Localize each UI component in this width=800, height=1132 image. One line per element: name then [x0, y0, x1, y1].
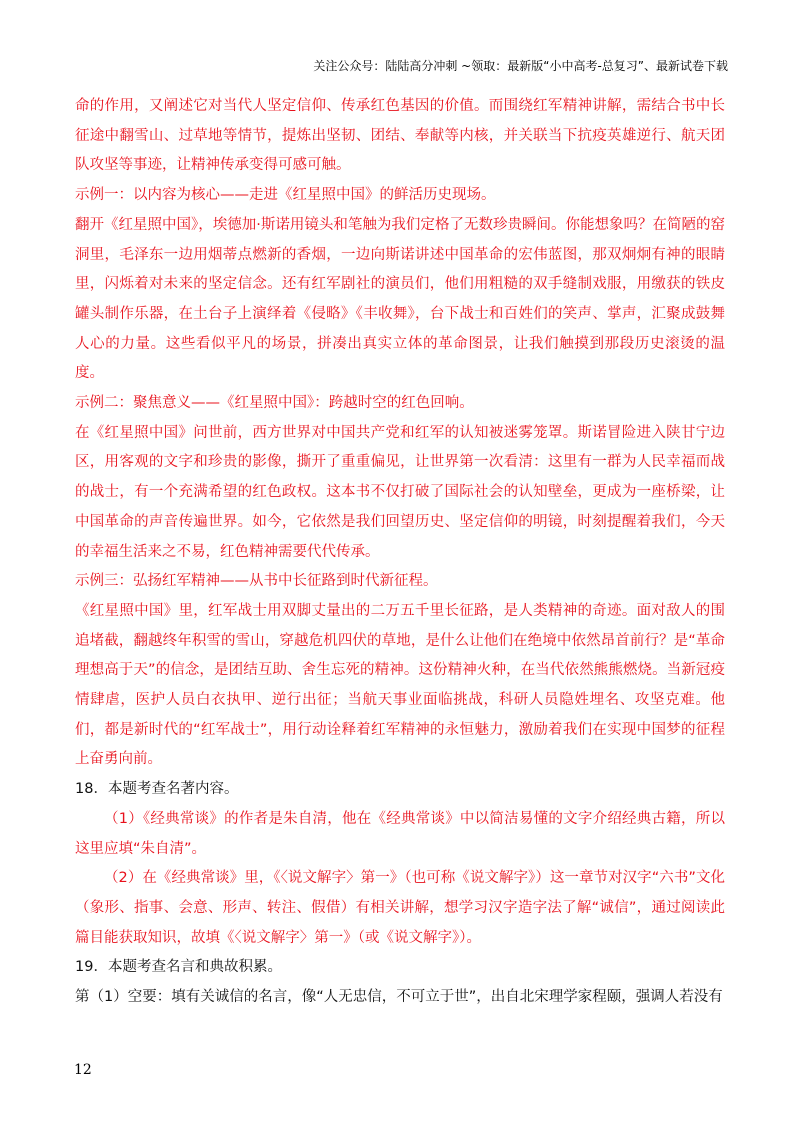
question-19-answer-1: 第（1）空要：填有关诚信的名言，像“人无忠信，不可立于世”，出自北宋理学家程颐，强调人若没有	[75, 989, 723, 1006]
question-18-heading: 18．本题考查名著内容。	[75, 781, 239, 798]
question-18-answer-1: （1）《经典常谈》的作者是朱自清，他在《经典常谈》中以简洁易懂的文字介绍经典古籍，所以这里应填“朱自清”。	[75, 810, 725, 857]
example-three-heading: 示例三：弘扬红军精神——从书中长征路到时代新征程。	[75, 573, 438, 590]
example-three-body: 《红星照中国》里，红军战士用双脚丈量出的二万五千里长征路，是人类精神的奇迹。面对敌人的围追堵截，翻越终年积雪的雪山，穿越危机四伏的草地，是什么让他们在绝境中依然昂首前行？是“革命理想高于天”的信念，是团结互助、舍生忘死的精神。这份精神火种，在当代依然熊熊燃烧。当新冠疫情肆虐，医护人员白衣执甲、逆行出征；当航天事业面临挑战，科研人员隐姓埋名、攻坚克难。他们，都是新时代的“红军战士”，用行动诠释着红军精神的永恒魅力，激励着我们在实现中国梦的征程上奋勇向前。	[75, 602, 725, 768]
question-18-answer-2: （2）在《经典常谈》里，《〈说文解字〉第一》（也可称《说文解字》）这一章节对汉字“六书”文化（象形、指事、会意、形声、转注、假借）有相关讲解，想学习汉字造字法了解“诚信”，通过阅读此篇目能获取知识，故填《〈说文解字〉第一》（或《说文解字》）。	[75, 870, 725, 946]
question-19-heading: 19．本题考查名言和典故积累。	[75, 959, 282, 976]
example-two-body: 在《红星照中国》问世前，西方世界对中国共产党和红军的认知被迷雾笼罩。斯诺冒险进入陕甘宁边区，用客观的文字和珍贵的影像，撕开了重重偏见，让世界第一次看清：这里有一群为人民幸福而战的战士，有一个充满希望的红色政权。这本书不仅打破了国际社会的认知壁垒，更成为一座桥梁，让中国革命的声音传遍世界。如今，它依然是我们回望历史、坚定信仰的明镜，时刻提醒着我们，今天的幸福生活来之不易，红色精神需要代代传承。	[75, 424, 725, 560]
page-number: 12	[74, 1062, 92, 1078]
page-header: 关注公众号：陆陆高分冲刺 ~领取：最新版“小中高考-总复习”、最新试卷下载	[313, 59, 728, 73]
example-one-body: 翻开《红星照中国》，埃德加·斯诺用镜头和笔触为我们定格了无数珍贵瞬间。你能想象吗？在简陋的窑洞里，毛泽东一边用烟蒂点燃新的香烟，一边向斯诺讲述中国革命的宏伟蓝图，那双炯炯有神的眼睛里，闪烁着对未来的坚定信念。还有红军剧社的演员们，他们用粗糙的双手缝制戏服，用缴获的铁皮罐头制作乐器，在土台子上演绎着《侵略》《丰收舞》，台下战士和百姓们的笑声、掌声，汇聚成鼓舞人心的力量。这些看似平凡的场景，拼凑出真实立体的革命图景，让我们触摸到那段历史滚烫的温度。	[75, 216, 725, 382]
example-one-heading: 示例一：以内容为核心——走进《红星照中国》的鲜活历史现场。	[75, 187, 496, 204]
example-two-heading: 示例二：聚焦意义——《红星照中国》：跨越时空的红色回响。	[75, 395, 474, 412]
document-body	[75, 92, 725, 1013]
paragraph-intro: 命的作用，又阐述它对当代人坚定信仰、传承红色基因的价值。而围绕红军精神讲解，需结合书中长征途中翻雪山、过草地等情节，提炼出坚韧、团结、奉献等内核，并关联当下抗疫英雄逆行、航天团队攻坚等事迹，让精神传承变得可感可触。	[75, 98, 725, 174]
